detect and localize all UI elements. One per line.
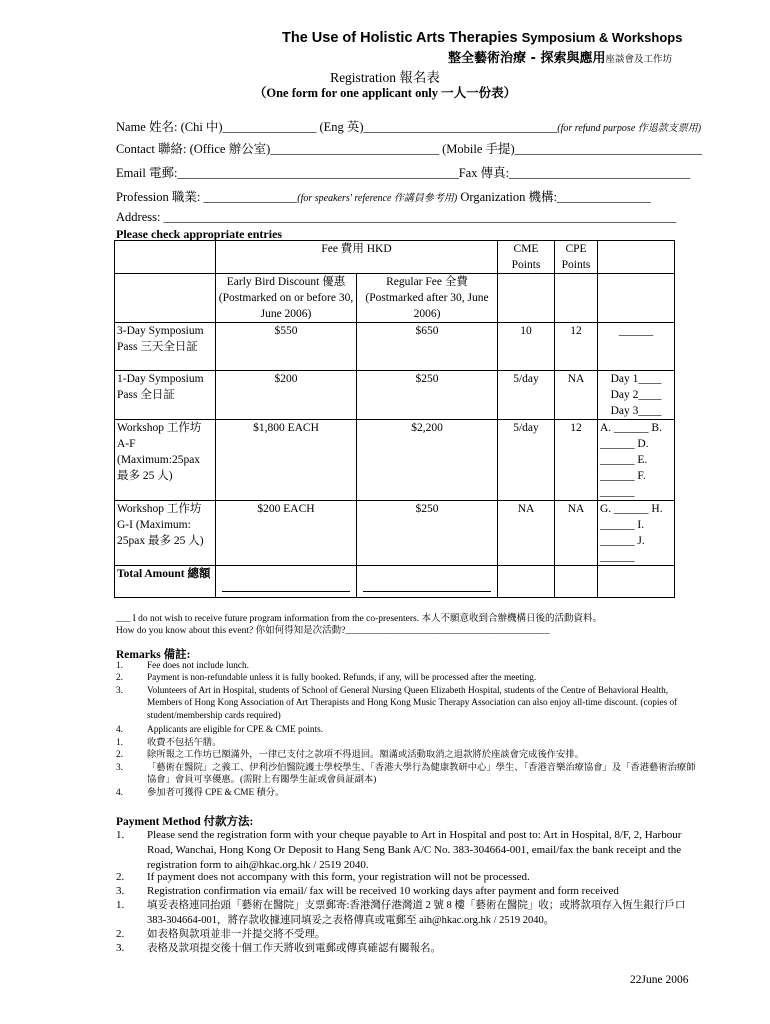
one-form-note: （One form for one applicant only 一人一份表）: [253, 86, 517, 100]
payment-list: 1. Please send the registration form with your cheque payable to Art in Hospital and post to: Art in Hospital, 8/F, 2, Harbour Road, Wanchai, Hong Kong Or Deposit to Hang Seng Bank A/C No. 383-304664-001, email/fax the bank receipt and the registration form to aih@hkac.org.hk / 2519 2040. 2. If payment does not accompany with this form, your registration will not be processed. 3. Registration confirmation via email/ fax will be received 10 working days after payment and form received 1. 填妥表格連同抬頭「藝術在醫院」支票郵寄:香港灣仔港灣道 2 號 8 樓「藝術在醫院」收；或將款項存入恆生銀行戶口 383-304664-001，將存款收據連同填妥之表格傳真或電郵至 aih@hkac.org.hk / 2519 2040。 2. 如表格與款項並非一并提交將不受理。 3. 表格及款項提交後十個工作天將收到電郵或傳真確認有關報名。: [116, 829, 686, 954]
choice-cell[interactable]: A. ______ B. ______ D. ______ E. ______ F. ______: [598, 420, 675, 501]
remarks-heading: Remarks 備註:: [116, 649, 191, 661]
remarks-list: 1. Fee does not include lunch. 2. Payment is non-refundable unless it is fully booked. Refunds, if any, will be processed after the meeting. 3. Volunteers of Art in Hospital, students of School of General Nursing Queen Elizabeth Hospital, students of the Centre of Behavioral Health, Members of Hong Kong Association of Art Therapists and Hong Kong Music Therapy Association can also enjoy all-time discount. (copies of student/membership cards required) 4. Applicants are eligible for CPE & CME points. 1. 收費不包括午膳。 2. 除所報之工作坊已額滿外，一律已支付之款項不得退回。額滿或活動取消之退款將於座談會完成後作安排。 3. 「藝術在醫院」之義工、伊利沙伯醫院護士學校學生、「香港大學行為健康教研中心」學生、「香港音樂治療協會」及「香港藝術治療師協會」會員可享優惠。(需附上有關學生証或會員証副本) 4. 參加者可獲得 CPE & CME 積分。: [116, 661, 696, 798]
cpe-header: CPE Points: [555, 241, 598, 274]
choice-cell[interactable]: Day 1____ Day 2____ Day 3____: [598, 371, 675, 420]
total-label: Total Amount 總額: [115, 566, 216, 598]
total-regular-blank[interactable]: [363, 590, 491, 592]
how-know-field[interactable]: How do you know about this event? 你如何得知是次活動?___________________________________________: [116, 626, 550, 636]
email-fax-field[interactable]: Email 電郵:_____________________________________________Fax 傳真:_____________________________: [116, 166, 691, 180]
contact-field[interactable]: Contact 聯絡: (Office 辦公室)___________________________ (Mobile 手提)______________________________: [116, 142, 703, 156]
table-row: 3-Day Symposium Pass 三天全日証 $550 $650 10 12 ______: [115, 323, 675, 371]
fee-header: Fee 費用 HKD: [216, 241, 498, 274]
table-row: Workshop 工作坊 G-I (Maximum: 25pax 最多 25 人) $200 EACH $250 NA NA G. ______ H. ______ I. ______ J. ______: [115, 501, 675, 566]
payment-heading: Payment Method 付款方法:: [116, 816, 254, 828]
check-entries-label: Please check appropriate entries: [116, 227, 283, 241]
fee-table: [114, 240, 675, 598]
choice-cell[interactable]: G. ______ H. ______ I. ______ J. ______: [598, 501, 675, 566]
regular-fee-header: Regular Fee 全費 (Postmarked after 30, June 2006): [357, 274, 498, 323]
document-date: 22June 2006: [630, 974, 689, 986]
total-early-blank[interactable]: [222, 590, 350, 592]
optout-checkbox-line[interactable]: ___ I do not wish to receive future program information from the co-presenters. 本人不願意收到合辦機構日後的活動資料。: [116, 614, 602, 624]
total-row: [115, 566, 675, 598]
registration-heading: Registration 報名表: [330, 70, 440, 85]
event-title: The Use of Holistic Arts Therapies Symposium & Workshops: [282, 30, 683, 46]
event-title-chinese: 整全藝術治療 - 探索與應用座談會及工作坊: [448, 51, 672, 66]
early-bird-header: Early Bird Discount 優惠 (Postmarked on or before 30, June 2006): [216, 274, 357, 323]
table-row: Workshop 工作坊 A-F (Maximum:25pax 最多 25 人) $1,800 EACH $2,200 5/day 12 A. ______ B. ______ D. ______ E. ______ F. ______: [115, 420, 675, 501]
name-field[interactable]: Name 姓名: (Chi 中)_______________ (Eng 英)_______________________________(for refund purpose 作退款支票用): [116, 120, 702, 134]
cme-header: CME Points: [498, 241, 555, 274]
profession-field[interactable]: Profession 職業: _______________(for speakers' reference 作講員參考用) Organization 機構:_______________: [116, 190, 651, 204]
table-row: 1-Day Symposium Pass 全日証 $200 $250 5/day NA Day 1____ Day 2____ Day 3____: [115, 371, 675, 420]
choice-cell[interactable]: ______: [598, 323, 675, 371]
address-field[interactable]: Address: __________________________________________________________________________________: [116, 210, 677, 224]
